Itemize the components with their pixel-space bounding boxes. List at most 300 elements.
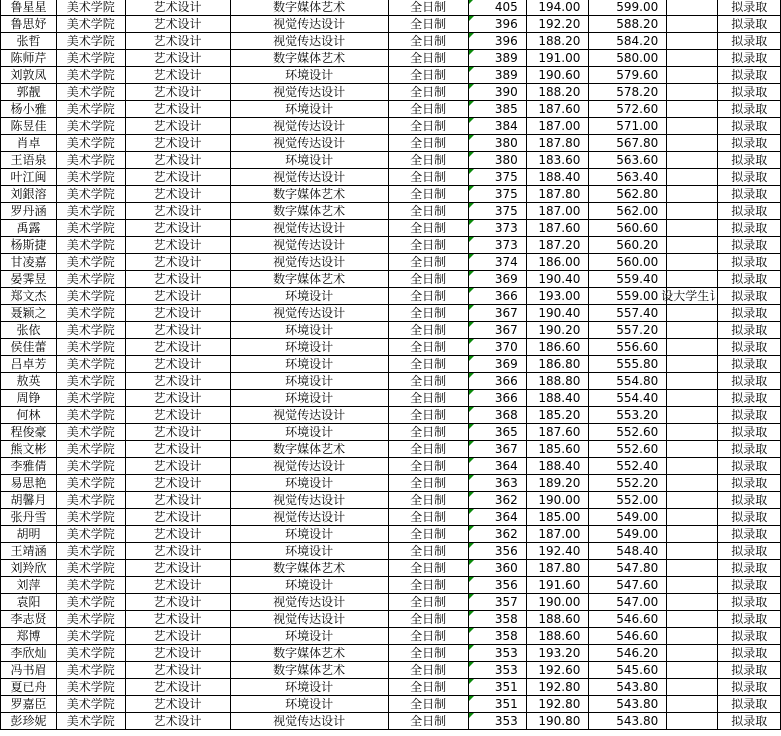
cell-study-mode[interactable]: 全日制 — [388, 33, 468, 50]
cell-college[interactable]: 美术学院 — [56, 492, 125, 509]
cell-admission-status[interactable]: 拟录取 — [718, 458, 781, 475]
cell-study-mode[interactable]: 全日制 — [388, 186, 468, 203]
cell-college[interactable]: 美术学院 — [56, 424, 125, 441]
cell-name[interactable]: 鲁思妤 — [1, 16, 57, 33]
cell-initial-score[interactable]: 363 — [468, 475, 526, 492]
cell-total-score[interactable]: 563.60 — [589, 152, 667, 169]
cell-direction[interactable]: 数字媒体艺术 — [230, 560, 388, 577]
cell-name[interactable]: 刘羚欣 — [1, 560, 57, 577]
cell-major[interactable]: 艺术设计 — [125, 118, 230, 135]
cell-total-score[interactable]: 562.80 — [589, 186, 667, 203]
cell-total-score[interactable]: 552.60 — [589, 424, 667, 441]
cell-college[interactable]: 美术学院 — [56, 543, 125, 560]
cell-major[interactable]: 艺术设计 — [125, 696, 230, 713]
cell-initial-score[interactable]: 366 — [468, 288, 526, 305]
cell-initial-score[interactable]: 362 — [468, 526, 526, 543]
cell-initial-score[interactable]: 385 — [468, 101, 526, 118]
cell-college[interactable]: 美术学院 — [56, 101, 125, 118]
cell-total-score[interactable]: 552.60 — [589, 441, 667, 458]
cell-total-score[interactable]: 547.00 — [589, 594, 667, 611]
cell-total-score[interactable]: 567.80 — [589, 135, 667, 152]
cell-college[interactable]: 美术学院 — [56, 0, 125, 16]
cell-note[interactable] — [667, 713, 718, 730]
cell-name[interactable]: 周铮 — [1, 390, 57, 407]
cell-retest-score[interactable]: 187.20 — [526, 237, 589, 254]
cell-study-mode[interactable]: 全日制 — [388, 492, 468, 509]
cell-initial-score[interactable]: 370 — [468, 339, 526, 356]
cell-direction[interactable]: 环境设计 — [230, 424, 388, 441]
cell-college[interactable]: 美术学院 — [56, 220, 125, 237]
cell-retest-score[interactable]: 190.40 — [526, 305, 589, 322]
cell-note[interactable] — [667, 407, 718, 424]
cell-direction[interactable]: 视觉传达设计 — [230, 305, 388, 322]
cell-study-mode[interactable]: 全日制 — [388, 679, 468, 696]
cell-note[interactable] — [667, 611, 718, 628]
cell-study-mode[interactable]: 全日制 — [388, 50, 468, 67]
cell-initial-score[interactable]: 367 — [468, 322, 526, 339]
cell-initial-score[interactable]: 367 — [468, 305, 526, 322]
cell-total-score[interactable]: 560.60 — [589, 220, 667, 237]
cell-study-mode[interactable]: 全日制 — [388, 509, 468, 526]
cell-retest-score[interactable]: 187.60 — [526, 424, 589, 441]
cell-retest-score[interactable]: 187.80 — [526, 186, 589, 203]
cell-major[interactable]: 艺术设计 — [125, 543, 230, 560]
cell-college[interactable]: 美术学院 — [56, 645, 125, 662]
cell-direction[interactable]: 环境设计 — [230, 288, 388, 305]
cell-name[interactable]: 李志贤 — [1, 611, 57, 628]
cell-retest-score[interactable]: 188.40 — [526, 390, 589, 407]
cell-admission-status[interactable]: 拟录取 — [718, 662, 781, 679]
cell-college[interactable]: 美术学院 — [56, 203, 125, 220]
cell-retest-score[interactable]: 190.80 — [526, 713, 589, 730]
cell-major[interactable]: 艺术设计 — [125, 322, 230, 339]
cell-direction[interactable]: 视觉传达设计 — [230, 407, 388, 424]
cell-initial-score[interactable]: 353 — [468, 713, 526, 730]
cell-major[interactable]: 艺术设计 — [125, 84, 230, 101]
cell-initial-score[interactable]: 351 — [468, 679, 526, 696]
cell-direction[interactable]: 环境设计 — [230, 475, 388, 492]
cell-direction[interactable]: 视觉传达设计 — [230, 169, 388, 186]
cell-total-score[interactable]: 554.40 — [589, 390, 667, 407]
cell-note[interactable] — [667, 220, 718, 237]
cell-name[interactable]: 郑博 — [1, 628, 57, 645]
cell-direction[interactable]: 环境设计 — [230, 628, 388, 645]
cell-major[interactable]: 艺术设计 — [125, 67, 230, 84]
cell-retest-score[interactable]: 187.80 — [526, 135, 589, 152]
cell-note[interactable] — [667, 492, 718, 509]
cell-initial-score[interactable]: 367 — [468, 441, 526, 458]
cell-college[interactable]: 美术学院 — [56, 169, 125, 186]
cell-name[interactable]: 熊文彬 — [1, 441, 57, 458]
cell-direction[interactable]: 数字媒体艺术 — [230, 186, 388, 203]
cell-note[interactable] — [667, 458, 718, 475]
cell-retest-score[interactable]: 186.80 — [526, 356, 589, 373]
cell-study-mode[interactable]: 全日制 — [388, 662, 468, 679]
cell-total-score[interactable]: 546.60 — [589, 628, 667, 645]
cell-total-score[interactable]: 579.60 — [589, 67, 667, 84]
cell-name[interactable]: 禹露 — [1, 220, 57, 237]
cell-admission-status[interactable]: 拟录取 — [718, 407, 781, 424]
cell-admission-status[interactable]: 拟录取 — [718, 203, 781, 220]
cell-major[interactable]: 艺术设计 — [125, 220, 230, 237]
cell-major[interactable]: 艺术设计 — [125, 475, 230, 492]
cell-admission-status[interactable]: 拟录取 — [718, 492, 781, 509]
cell-retest-score[interactable]: 185.20 — [526, 407, 589, 424]
cell-direction[interactable]: 视觉传达设计 — [230, 254, 388, 271]
cell-retest-score[interactable]: 192.80 — [526, 696, 589, 713]
cell-note[interactable] — [667, 577, 718, 594]
cell-note[interactable] — [667, 84, 718, 101]
cell-initial-score[interactable]: 358 — [468, 628, 526, 645]
cell-admission-status[interactable]: 拟录取 — [718, 33, 781, 50]
cell-admission-status[interactable]: 拟录取 — [718, 594, 781, 611]
cell-note[interactable] — [667, 254, 718, 271]
cell-direction[interactable]: 数字媒体艺术 — [230, 50, 388, 67]
cell-direction[interactable]: 环境设计 — [230, 339, 388, 356]
cell-direction[interactable]: 视觉传达设计 — [230, 84, 388, 101]
cell-study-mode[interactable]: 全日制 — [388, 288, 468, 305]
cell-name[interactable]: 刘敦凤 — [1, 67, 57, 84]
cell-admission-status[interactable]: 拟录取 — [718, 713, 781, 730]
cell-name[interactable]: 冯书眉 — [1, 662, 57, 679]
cell-note[interactable] — [667, 526, 718, 543]
cell-study-mode[interactable]: 全日制 — [388, 373, 468, 390]
cell-major[interactable]: 艺术设计 — [125, 373, 230, 390]
cell-study-mode[interactable]: 全日制 — [388, 169, 468, 186]
cell-initial-score[interactable]: 373 — [468, 237, 526, 254]
cell-name[interactable]: 易思艳 — [1, 475, 57, 492]
cell-admission-status[interactable]: 拟录取 — [718, 220, 781, 237]
cell-name[interactable]: 刘銀溶 — [1, 186, 57, 203]
cell-name[interactable]: 刘萍 — [1, 577, 57, 594]
cell-college[interactable]: 美术学院 — [56, 526, 125, 543]
cell-retest-score[interactable]: 186.60 — [526, 339, 589, 356]
cell-college[interactable]: 美术学院 — [56, 390, 125, 407]
cell-initial-score[interactable]: 389 — [468, 67, 526, 84]
cell-initial-score[interactable]: 396 — [468, 33, 526, 50]
cell-admission-status[interactable]: 拟录取 — [718, 305, 781, 322]
cell-college[interactable]: 美术学院 — [56, 339, 125, 356]
cell-direction[interactable]: 环境设计 — [230, 577, 388, 594]
cell-name[interactable]: 杨斯捷 — [1, 237, 57, 254]
cell-major[interactable]: 艺术设计 — [125, 594, 230, 611]
cell-study-mode[interactable]: 全日制 — [388, 271, 468, 288]
cell-major[interactable]: 艺术设计 — [125, 169, 230, 186]
cell-admission-status[interactable]: 拟录取 — [718, 577, 781, 594]
cell-college[interactable]: 美术学院 — [56, 696, 125, 713]
cell-admission-status[interactable]: 拟录取 — [718, 50, 781, 67]
cell-study-mode[interactable]: 全日制 — [388, 696, 468, 713]
cell-name[interactable]: 王靖涵 — [1, 543, 57, 560]
cell-admission-status[interactable]: 拟录取 — [718, 135, 781, 152]
cell-initial-score[interactable]: 357 — [468, 594, 526, 611]
cell-note[interactable] — [667, 475, 718, 492]
cell-retest-score[interactable]: 189.20 — [526, 475, 589, 492]
cell-note[interactable] — [667, 662, 718, 679]
cell-admission-status[interactable]: 拟录取 — [718, 356, 781, 373]
cell-direction[interactable]: 视觉传达设计 — [230, 492, 388, 509]
cell-initial-score[interactable]: 375 — [468, 169, 526, 186]
cell-total-score[interactable]: 559.40 — [589, 271, 667, 288]
cell-direction[interactable]: 环境设计 — [230, 390, 388, 407]
cell-retest-score[interactable]: 192.20 — [526, 16, 589, 33]
cell-study-mode[interactable]: 全日制 — [388, 560, 468, 577]
cell-study-mode[interactable]: 全日制 — [388, 67, 468, 84]
cell-college[interactable]: 美术学院 — [56, 441, 125, 458]
cell-admission-status[interactable]: 拟录取 — [718, 645, 781, 662]
cell-college[interactable]: 美术学院 — [56, 288, 125, 305]
cell-major[interactable]: 艺术设计 — [125, 441, 230, 458]
cell-college[interactable]: 美术学院 — [56, 628, 125, 645]
cell-note[interactable] — [667, 594, 718, 611]
cell-initial-score[interactable]: 365 — [468, 424, 526, 441]
cell-total-score[interactable]: 552.20 — [589, 475, 667, 492]
cell-total-score[interactable]: 560.20 — [589, 237, 667, 254]
cell-note[interactable] — [667, 543, 718, 560]
cell-name[interactable]: 李雅倩 — [1, 458, 57, 475]
cell-note[interactable] — [667, 509, 718, 526]
cell-retest-score[interactable]: 192.40 — [526, 543, 589, 560]
cell-major[interactable]: 艺术设计 — [125, 135, 230, 152]
cell-retest-score[interactable]: 188.40 — [526, 458, 589, 475]
cell-study-mode[interactable]: 全日制 — [388, 526, 468, 543]
cell-initial-score[interactable]: 360 — [468, 560, 526, 577]
cell-study-mode[interactable]: 全日制 — [388, 220, 468, 237]
cell-college[interactable]: 美术学院 — [56, 186, 125, 203]
cell-direction[interactable]: 环境设计 — [230, 322, 388, 339]
cell-total-score[interactable]: 584.20 — [589, 33, 667, 50]
cell-note[interactable] — [667, 322, 718, 339]
cell-college[interactable]: 美术学院 — [56, 50, 125, 67]
cell-note[interactable] — [667, 305, 718, 322]
cell-initial-score[interactable]: 356 — [468, 577, 526, 594]
cell-study-mode[interactable]: 全日制 — [388, 237, 468, 254]
cell-major[interactable]: 艺术设计 — [125, 424, 230, 441]
cell-total-score[interactable]: 553.20 — [589, 407, 667, 424]
cell-college[interactable]: 美术学院 — [56, 407, 125, 424]
cell-retest-score[interactable]: 185.60 — [526, 441, 589, 458]
cell-retest-score[interactable]: 190.40 — [526, 271, 589, 288]
cell-note[interactable] — [667, 16, 718, 33]
cell-total-score[interactable]: 549.00 — [589, 509, 667, 526]
cell-note[interactable] — [667, 390, 718, 407]
cell-total-score[interactable]: 588.20 — [589, 16, 667, 33]
cell-note[interactable] — [667, 237, 718, 254]
cell-name[interactable]: 胡明 — [1, 526, 57, 543]
cell-name[interactable]: 罗丹涵 — [1, 203, 57, 220]
cell-name[interactable]: 肖卓 — [1, 135, 57, 152]
cell-initial-score[interactable]: 384 — [468, 118, 526, 135]
cell-admission-status[interactable]: 拟录取 — [718, 0, 781, 16]
cell-college[interactable]: 美术学院 — [56, 135, 125, 152]
cell-study-mode[interactable]: 全日制 — [388, 16, 468, 33]
cell-initial-score[interactable]: 364 — [468, 509, 526, 526]
cell-total-score[interactable]: 554.80 — [589, 373, 667, 390]
cell-initial-score[interactable]: 353 — [468, 645, 526, 662]
cell-note[interactable] — [667, 373, 718, 390]
cell-note[interactable] — [667, 169, 718, 186]
cell-total-score[interactable]: 552.00 — [589, 492, 667, 509]
cell-admission-status[interactable]: 拟录取 — [718, 424, 781, 441]
cell-college[interactable]: 美术学院 — [56, 237, 125, 254]
cell-college[interactable]: 美术学院 — [56, 16, 125, 33]
cell-college[interactable]: 美术学院 — [56, 509, 125, 526]
cell-study-mode[interactable]: 全日制 — [388, 203, 468, 220]
cell-note[interactable] — [667, 118, 718, 135]
cell-college[interactable]: 美术学院 — [56, 577, 125, 594]
cell-retest-score[interactable]: 193.20 — [526, 645, 589, 662]
cell-initial-score[interactable]: 368 — [468, 407, 526, 424]
cell-initial-score[interactable]: 380 — [468, 135, 526, 152]
cell-direction[interactable]: 视觉传达设计 — [230, 458, 388, 475]
cell-college[interactable]: 美术学院 — [56, 594, 125, 611]
cell-college[interactable]: 美术学院 — [56, 322, 125, 339]
cell-name[interactable]: 侯佳蕾 — [1, 339, 57, 356]
cell-study-mode[interactable]: 全日制 — [388, 407, 468, 424]
cell-direction[interactable]: 环境设计 — [230, 679, 388, 696]
cell-admission-status[interactable]: 拟录取 — [718, 169, 781, 186]
cell-total-score[interactable]: 563.40 — [589, 169, 667, 186]
cell-major[interactable]: 艺术设计 — [125, 271, 230, 288]
cell-total-score[interactable]: 557.40 — [589, 305, 667, 322]
cell-retest-score[interactable]: 185.00 — [526, 509, 589, 526]
cell-retest-score[interactable]: 188.60 — [526, 628, 589, 645]
cell-direction[interactable]: 环境设计 — [230, 67, 388, 84]
cell-initial-score[interactable]: 351 — [468, 696, 526, 713]
cell-study-mode[interactable]: 全日制 — [388, 390, 468, 407]
cell-retest-score[interactable]: 186.00 — [526, 254, 589, 271]
cell-major[interactable]: 艺术设计 — [125, 16, 230, 33]
cell-direction[interactable]: 数字媒体艺术 — [230, 645, 388, 662]
cell-admission-status[interactable]: 拟录取 — [718, 339, 781, 356]
cell-major[interactable]: 艺术设计 — [125, 645, 230, 662]
cell-major[interactable]: 艺术设计 — [125, 628, 230, 645]
cell-study-mode[interactable]: 全日制 — [388, 84, 468, 101]
cell-study-mode[interactable]: 全日制 — [388, 713, 468, 730]
cell-retest-score[interactable]: 191.60 — [526, 577, 589, 594]
cell-study-mode[interactable]: 全日制 — [388, 628, 468, 645]
cell-retest-score[interactable]: 190.00 — [526, 594, 589, 611]
cell-direction[interactable]: 视觉传达设计 — [230, 611, 388, 628]
cell-initial-score[interactable]: 396 — [468, 16, 526, 33]
cell-total-score[interactable]: 548.40 — [589, 543, 667, 560]
cell-total-score[interactable]: 556.60 — [589, 339, 667, 356]
cell-admission-status[interactable]: 拟录取 — [718, 237, 781, 254]
cell-major[interactable]: 艺术设计 — [125, 458, 230, 475]
cell-study-mode[interactable]: 全日制 — [388, 424, 468, 441]
cell-major[interactable]: 艺术设计 — [125, 492, 230, 509]
cell-name[interactable]: 陈昱佳 — [1, 118, 57, 135]
cell-retest-score[interactable]: 187.00 — [526, 203, 589, 220]
cell-study-mode[interactable]: 全日制 — [388, 254, 468, 271]
cell-initial-score[interactable]: 405 — [468, 0, 526, 16]
cell-total-score[interactable]: 560.00 — [589, 254, 667, 271]
cell-direction[interactable]: 数字媒体艺术 — [230, 662, 388, 679]
cell-admission-status[interactable]: 拟录取 — [718, 186, 781, 203]
cell-total-score[interactable]: 599.00 — [589, 0, 667, 16]
cell-study-mode[interactable]: 全日制 — [388, 577, 468, 594]
cell-study-mode[interactable]: 全日制 — [388, 441, 468, 458]
cell-college[interactable]: 美术学院 — [56, 84, 125, 101]
cell-note[interactable] — [667, 101, 718, 118]
cell-major[interactable]: 艺术设计 — [125, 33, 230, 50]
cell-name[interactable]: 叶江闽 — [1, 169, 57, 186]
cell-study-mode[interactable]: 全日制 — [388, 594, 468, 611]
cell-direction[interactable]: 环境设计 — [230, 373, 388, 390]
cell-study-mode[interactable]: 全日制 — [388, 0, 468, 16]
cell-name[interactable]: 晏霁昱 — [1, 271, 57, 288]
cell-major[interactable]: 艺术设计 — [125, 305, 230, 322]
cell-study-mode[interactable]: 全日制 — [388, 135, 468, 152]
cell-major[interactable]: 艺术设计 — [125, 577, 230, 594]
cell-note[interactable] — [667, 645, 718, 662]
cell-initial-score[interactable]: 375 — [468, 186, 526, 203]
cell-note[interactable] — [661, 288, 722, 305]
cell-admission-status[interactable]: 拟录取 — [718, 441, 781, 458]
cell-college[interactable]: 美术学院 — [56, 662, 125, 679]
cell-admission-status[interactable]: 拟录取 — [718, 526, 781, 543]
cell-direction[interactable]: 环境设计 — [230, 101, 388, 118]
cell-retest-score[interactable]: 193.00 — [526, 288, 589, 305]
cell-initial-score[interactable]: 353 — [468, 662, 526, 679]
cell-retest-score[interactable]: 187.80 — [526, 560, 589, 577]
cell-note[interactable] — [667, 424, 718, 441]
cell-college[interactable]: 美术学院 — [56, 254, 125, 271]
cell-college[interactable]: 美术学院 — [56, 713, 125, 730]
cell-note[interactable] — [667, 356, 718, 373]
cell-major[interactable]: 艺术设计 — [125, 237, 230, 254]
cell-retest-score[interactable]: 183.60 — [526, 152, 589, 169]
cell-initial-score[interactable]: 362 — [468, 492, 526, 509]
cell-initial-score[interactable]: 380 — [468, 152, 526, 169]
cell-direction[interactable]: 视觉传达设计 — [230, 713, 388, 730]
cell-admission-status[interactable]: 拟录取 — [718, 560, 781, 577]
cell-retest-score[interactable]: 190.60 — [526, 67, 589, 84]
cell-name[interactable]: 敖英 — [1, 373, 57, 390]
cell-major[interactable]: 艺术设计 — [125, 50, 230, 67]
cell-name[interactable]: 张依 — [1, 322, 57, 339]
cell-direction[interactable]: 视觉传达设计 — [230, 118, 388, 135]
cell-admission-status[interactable]: 拟录取 — [718, 696, 781, 713]
cell-note[interactable] — [667, 271, 718, 288]
cell-name[interactable]: 吕卓芳 — [1, 356, 57, 373]
cell-direction[interactable]: 视觉传达设计 — [230, 33, 388, 50]
cell-note[interactable] — [667, 628, 718, 645]
cell-note[interactable] — [667, 560, 718, 577]
cell-total-score[interactable]: 580.00 — [589, 50, 667, 67]
cell-initial-score[interactable]: 373 — [468, 220, 526, 237]
cell-college[interactable]: 美术学院 — [56, 305, 125, 322]
cell-initial-score[interactable]: 374 — [468, 254, 526, 271]
cell-admission-status[interactable]: 拟录取 — [718, 509, 781, 526]
cell-retest-score[interactable]: 187.00 — [526, 526, 589, 543]
cell-college[interactable]: 美术学院 — [56, 271, 125, 288]
cell-name[interactable]: 杨小雅 — [1, 101, 57, 118]
cell-total-score[interactable]: 552.40 — [589, 458, 667, 475]
cell-college[interactable]: 美术学院 — [56, 118, 125, 135]
cell-total-score[interactable]: 546.60 — [589, 611, 667, 628]
cell-name[interactable]: 郭靓 — [1, 84, 57, 101]
cell-direction[interactable]: 视觉传达设计 — [230, 16, 388, 33]
cell-major[interactable]: 艺术设计 — [125, 186, 230, 203]
cell-study-mode[interactable]: 全日制 — [388, 458, 468, 475]
cell-admission-status[interactable]: 拟录取 — [718, 152, 781, 169]
cell-total-score[interactable]: 571.00 — [589, 118, 667, 135]
cell-admission-status[interactable]: 拟录取 — [718, 543, 781, 560]
cell-initial-score[interactable]: 364 — [468, 458, 526, 475]
cell-note[interactable] — [667, 339, 718, 356]
cell-admission-status[interactable]: 拟录取 — [718, 679, 781, 696]
